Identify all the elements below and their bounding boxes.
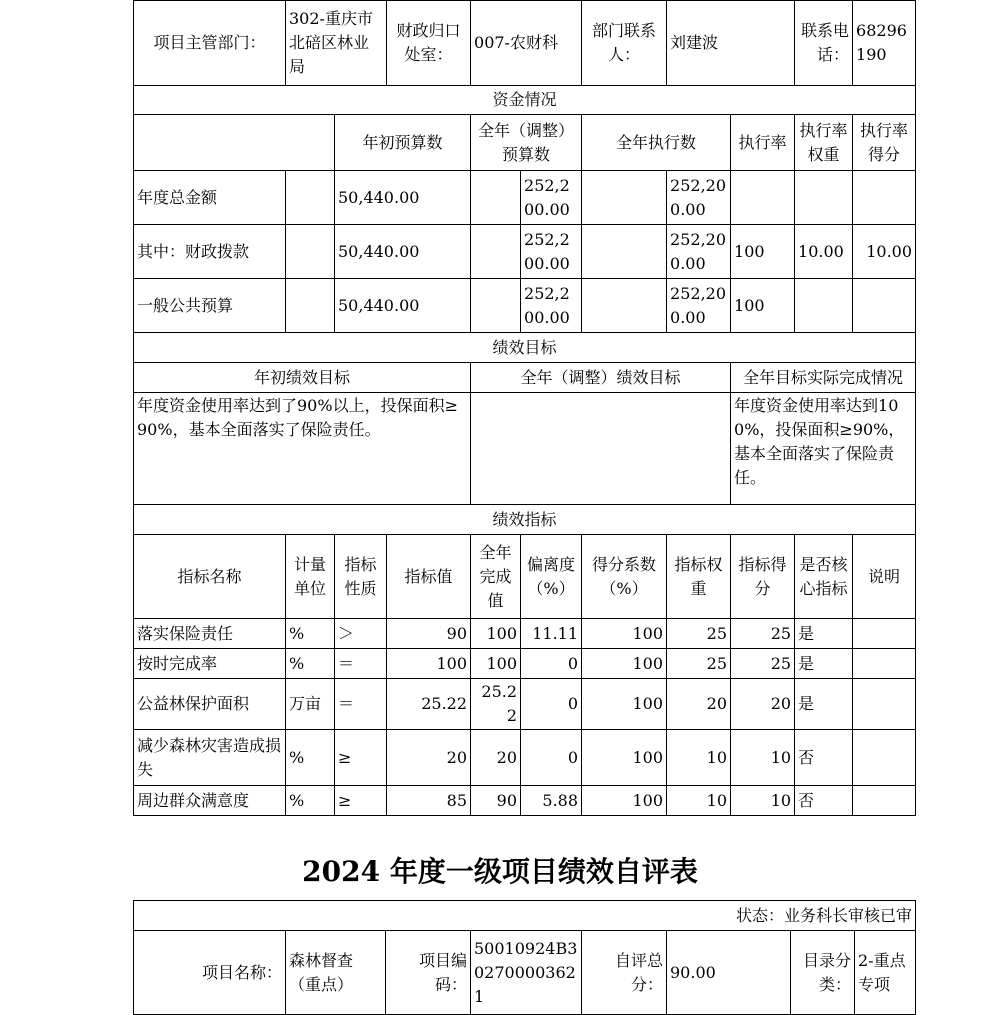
ind-note [853,730,916,786]
ind-weight: 20 [667,679,731,730]
ind-done: 25.22 [471,679,521,730]
ind-weight: 25 [667,649,731,679]
ind-col-note: 说明 [853,535,916,619]
funds-col-score: 执行率得分 [853,115,916,171]
funds-row-initial: 50,440.00 [335,171,471,225]
ind-nature: ＞ [335,619,387,649]
code-value: 50010924B302700003621 [471,931,582,1015]
funds-header-blank [134,115,335,171]
score-label: 自评总分： [582,931,667,1015]
ind-name: 周边群众满意度 [134,786,286,816]
project-info-row [134,931,916,1015]
ind-value: 90 [387,619,471,649]
funds-row [134,225,916,279]
ind-coef: 100 [582,619,667,649]
finance-label: 财政归口处室： [387,1,471,86]
ind-col-coef: 得分系数（%） [582,535,667,619]
contact-label: 部门联系人： [582,1,667,86]
ind-name: 减少森林灾害造成损失 [134,730,286,786]
ind-core: 否 [795,786,853,816]
phone-label: 联系电话： [795,1,853,86]
funds-row-adjusted: 252,200.00 [521,279,582,333]
ind-core: 是 [795,619,853,649]
funds-col-initial: 年初预算数 [335,115,471,171]
ind-core: 是 [795,649,853,679]
code-label: 项目编码： [386,931,471,1015]
goals-initial-text: 年度资金使用率达到了90%以上，投保面积≥90%，基本全面落实了保险责任。 [134,393,471,505]
indicator-row [134,730,916,786]
funds-section-title: 资金情况 [134,86,916,115]
ind-col-score: 指标得分 [731,535,795,619]
ind-note [853,679,916,730]
ind-col-value: 指标值 [387,535,471,619]
project-label: 项目名称： [134,931,286,1015]
funds-row-weight [795,279,853,333]
ind-weight: 10 [667,730,731,786]
funds-header-row [134,115,916,171]
funds-row-weight: 10.00 [795,225,853,279]
goals-content-row [134,393,916,505]
indicator-row [134,786,916,816]
goals-adjusted-text [471,393,731,505]
ind-weight: 25 [667,619,731,649]
funds-row-adjusted: 252,200.00 [521,225,582,279]
ind-value: 20 [387,730,471,786]
ind-coef: 100 [582,730,667,786]
ind-done: 100 [471,649,521,679]
ind-score: 25 [731,649,795,679]
indicator-row [134,619,916,649]
funds-col-weight: 执行率权重 [795,115,853,171]
indicator-row [134,649,916,679]
second-form-title: 2024 年度一级项目绩效自评表 [302,855,698,888]
ind-unit: % [286,649,335,679]
ind-name: 按时完成率 [134,649,286,679]
goals-actual-text: 年度资金使用率达到100%，投保面积≥90%，基本全面落实了保险责任。 [731,393,916,505]
ind-note [853,649,916,679]
ind-done: 100 [471,619,521,649]
ind-unit: % [286,619,335,649]
ind-col-deviation: 偏离度（%） [521,535,582,619]
dept-value: 302-重庆市北碚区林业局 [286,1,387,86]
funds-row-score [853,279,916,333]
funds-row-executed: 252,200.00 [667,279,731,333]
funds-col-rate: 执行率 [731,115,795,171]
ind-col-name: 指标名称 [134,535,286,619]
funds-row-executed: 252,200.00 [667,225,731,279]
funds-row-score: 10.00 [853,225,916,279]
goals-section-title: 绩效目标 [134,333,916,363]
performance-table [133,0,916,816]
ind-done: 20 [471,730,521,786]
ind-value: 100 [387,649,471,679]
ind-deviation: 11.11 [521,619,582,649]
funds-row-name: 其中：财政拨款 [134,225,286,279]
ind-weight: 10 [667,786,731,816]
ind-coef: 100 [582,786,667,816]
ind-done: 90 [471,786,521,816]
ind-score: 10 [731,730,795,786]
ind-name: 公益林保护面积 [134,679,286,730]
project-value: 森林督查（重点） [286,931,386,1015]
funds-row [134,279,916,333]
status-text: 状态：业务科长审核已审 [134,901,916,931]
funds-row-score [853,171,916,225]
ind-unit: 万亩 [286,679,335,730]
ind-col-weight: 指标权重 [667,535,731,619]
ind-note [853,619,916,649]
ind-col-core: 是否核心指标 [795,535,853,619]
ind-deviation: 0 [521,730,582,786]
ind-nature: ＝ [335,679,387,730]
ind-score: 25 [731,619,795,649]
goals-col-actual: 全年目标实际完成情况 [731,363,916,393]
funds-row-executed: 252,200.00 [667,171,731,225]
ind-nature: ＝ [335,649,387,679]
ind-coef: 100 [582,649,667,679]
ind-nature: ≥ [335,730,387,786]
ind-col-done: 全年完成值 [471,535,521,619]
goals-header-row [134,363,916,393]
funds-row [134,171,916,225]
funds-row-name: 年度总金额 [134,171,286,225]
finance-value: 007-农财科 [471,1,582,86]
ind-deviation: 0 [521,679,582,730]
ind-deviation: 0 [521,649,582,679]
funds-row-initial: 50,440.00 [335,225,471,279]
ind-score: 20 [731,679,795,730]
indicators-header-row [134,535,916,619]
ind-score: 10 [731,786,795,816]
funds-col-executed: 全年执行数 [582,115,731,171]
ind-value: 85 [387,786,471,816]
ind-core: 是 [795,679,853,730]
ind-core: 否 [795,730,853,786]
ind-col-nature: 指标性质 [335,535,387,619]
ind-nature: ≥ [335,786,387,816]
dept-label: 项目主管部门： [134,1,286,86]
ind-col-unit: 计量单位 [286,535,335,619]
ind-coef: 100 [582,679,667,730]
second-form-table [133,900,916,1015]
score-value: 90.00 [667,931,791,1015]
category-label: 目录分类： [791,931,855,1015]
indicators-section-title: 绩效指标 [134,505,916,535]
funds-row-rate: 100 [731,279,795,333]
indicator-row [134,679,916,730]
ind-name: 落实保险责任 [134,619,286,649]
ind-unit: % [286,786,335,816]
goals-col-initial: 年初绩效目标 [134,363,471,393]
ind-value: 25.22 [387,679,471,730]
goals-col-adjusted: 全年（调整）绩效目标 [471,363,731,393]
phone-value: 68296190 [853,1,916,86]
funds-row-weight [795,171,853,225]
funds-row-adjusted: 252,200.00 [521,171,582,225]
ind-note [853,786,916,816]
funds-row-rate: 100 [731,225,795,279]
funds-row-rate [731,171,795,225]
contact-value: 刘建波 [667,1,795,86]
category-value: 2-重点专项 [855,931,916,1015]
header-info-row [134,1,916,86]
funds-row-initial: 50,440.00 [335,279,471,333]
ind-unit: % [286,730,335,786]
funds-row-name: 一般公共预算 [134,279,286,333]
ind-deviation: 5.88 [521,786,582,816]
funds-col-adjusted: 全年（调整）预算数 [471,115,582,171]
